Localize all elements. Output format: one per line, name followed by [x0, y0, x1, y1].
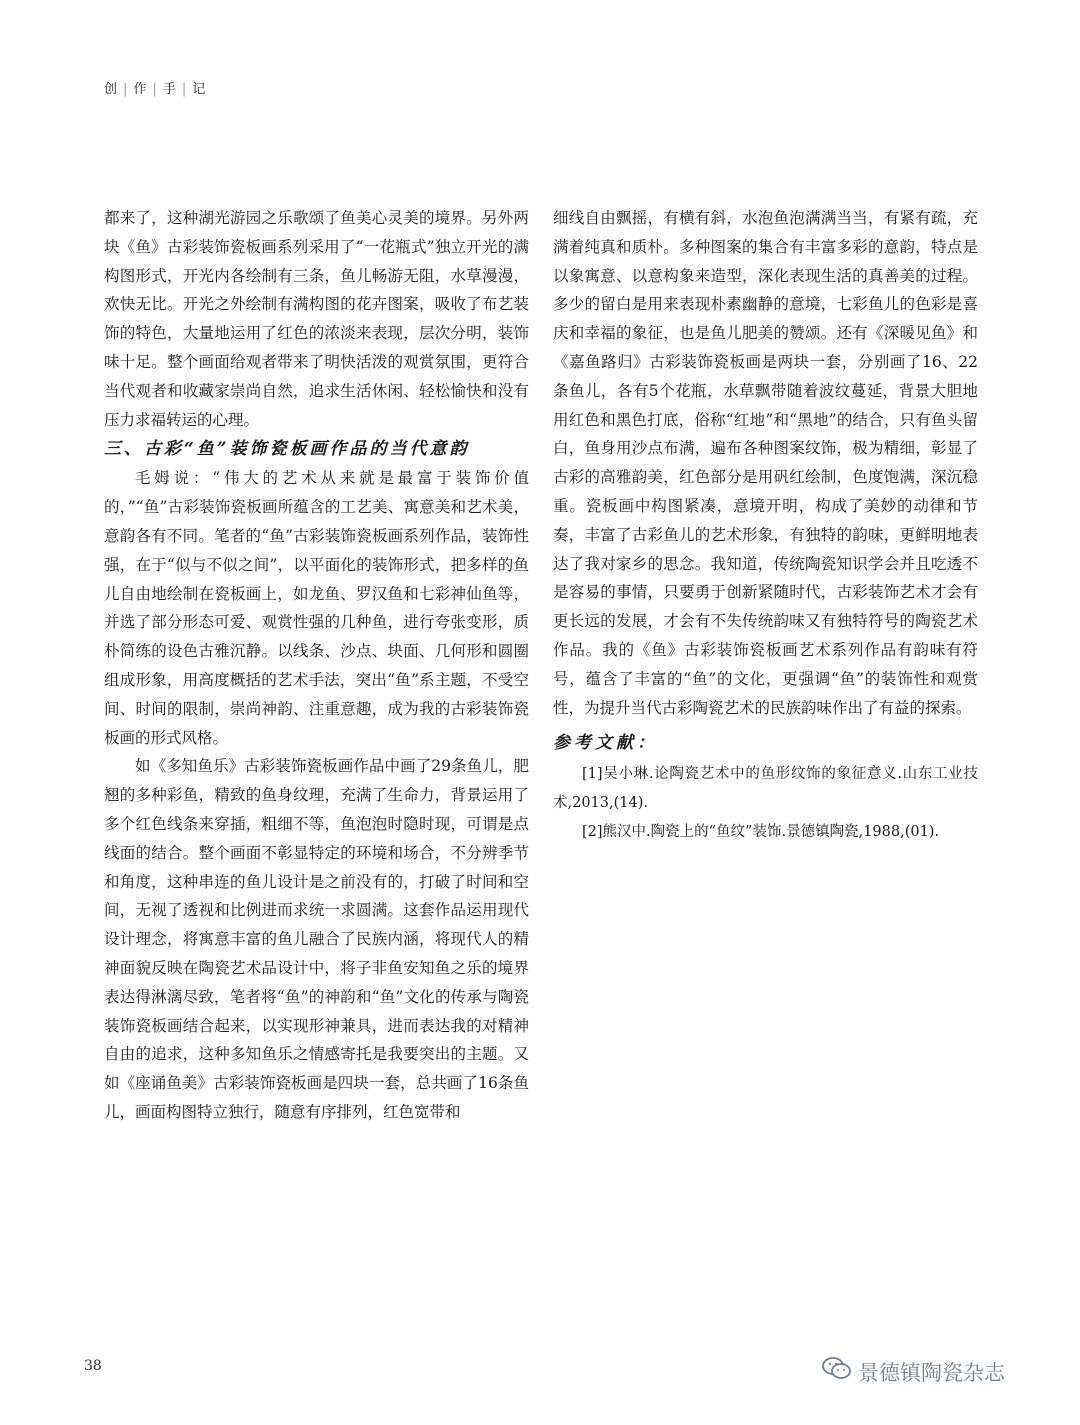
section-header: 创 | 作 | 手 | 记: [104, 82, 208, 97]
header-char: 手: [162, 82, 178, 97]
watermark-text: 景德镇陶瓷杂志: [858, 1360, 1005, 1385]
page-number: 38: [84, 1358, 102, 1374]
reference-item: [1]吴小琳.论陶瓷艺术中的鱼形纹饰的象征意义.山东工业技术,2013,(14).: [553, 766, 978, 812]
paragraph: 毛姆说：“伟大的艺术从来就是最富于装饰价值的，”“鱼”古彩装饰瓷板画所蕴含的工艺美、寓意美和艺术美，意韵各有不同。笔者的“鱼”古彩装饰瓷板画系列作品，装饰性强，在于“似与不似之间”，以平面化的装饰形式，把多样的鱼儿自由地绘制在瓷板画上，如龙鱼、罗汉鱼和七彩神仙鱼等，并选了部分形态可爱、观赏性强的几种鱼，进行夸张变形，质朴简练的设色古雅沉静。以线条、沙点、块面、几何形和圆圈组成形象，用高度概括的艺术手法，突出“鱼”系主题，不受空间、时间的限制，崇尚神韵、注重意趣，成为我的古彩装饰瓷板画的形式风格。: [104, 469, 529, 747]
wechat-icon: [822, 1356, 852, 1387]
header-char: 记: [192, 82, 208, 97]
watermark: [822, 1356, 1005, 1387]
paragraph: 如《多知鱼乐》古彩装饰瓷板画作品中画了29条鱼儿，肥翘的多种彩鱼，精致的鱼身纹理，充满了生命力，背景运用了多个红色线条来穿插，粗细不等，鱼泡泡时隐时现，可谓是点线面的结合。整个画面不彰显特定的环境和场合，不分辨季节和角度，这种串连的鱼儿设计是之前没有的，打破了时间和空间，无视了透视和比例进而求统一求圆满。这套作品运用现代设计理念，将寓意丰富的鱼儿融合了民族内涵，将现代人的精神面貌反映在陶瓷艺术品设计中，将子非鱼安知鱼之乐的境界表达得淋漓尽致，笔者将“鱼”的神韵和“鱼”文化的传承与陶瓷装饰瓷板画结合起来，以实现形神兼具，进而表达我的对精神自由的追求，这种多知鱼乐之情感寄托是我要突出的主题。又如《座诵鱼美》古彩装饰瓷板画是四块一套，总共画了16条鱼儿，画面构图特立独行，随意有序排列，红色宽带和: [104, 757, 529, 1121]
reference-item: [2]熊汉中.陶瓷上的“鱼纹”装饰.景德镇陶瓷,1988,(01).: [582, 823, 940, 840]
header-char: 创: [104, 82, 120, 97]
left-column: [104, 204, 529, 1127]
header-char: 作: [133, 82, 149, 97]
paragraph: 细线自由飘摇，有横有斜，水泡鱼泡满满当当，有紧有疏，充满着纯真和质朴。多种图案的集合有丰富多彩的意韵，特点是以象寓意、以意构象来造型，深化表现生活的真善美的过程。多少的留白是用来表现朴素幽静的意境，七彩鱼儿的色彩是喜庆和幸福的象征，也是鱼儿肥美的赞颂。还有《深暖见鱼》和《嘉鱼路归》古彩装饰瓷板画是两块一套，分别画了16、22条鱼儿，各有5个花瓶，水草飘带随着波纹蔓延，背景大胆地用红色和黑色打底，俗称“红地”和“黑地”的结合，只有鱼头留白，鱼身用沙点布满，遍布各种图案纹饰，极为精细，彰显了古彩的高雅韵美，红色部分是用矾红绘制，色度饱满，深沉稳重。瓷板画中构图紧凑，意境开明，构成了美妙的动律和节奏，丰富了古彩鱼儿的艺术形象，有独特的韵味，更鲜明地表达了我对家乡的思念。我知道，传统陶瓷知识学会并且吃透不是容易的事情，只要勇于创新紧随时代，古彩装饰艺术才会有更长远的发展，才会有不失传统韵味又有独特符号的陶瓷艺术作品。我的《鱼》古彩装饰瓷板画艺术系列作品有韵味有符号，蕴含了丰富的“鱼”的文化，更强调“鱼”的装饰性和观赏性，为提升当代古彩陶瓷艺术的民族韵味作出了有益的探索。: [553, 209, 978, 717]
section-heading: 三、古彩“鱼”装饰瓷板画作品的当代意韵: [104, 439, 470, 460]
paragraph: 都来了，这种湖光游园之乐歌颂了鱼美心灵美的境界。另外两块《鱼》古彩装饰瓷板画系列采用了“一花瓶式”独立开光的满构图形式，开光内各绘制有三条，鱼儿畅游无阻，水草漫漫，欢快无比。开光之外绘制有满构图的花卉图案，吸收了布艺装饰的特色，大量地运用了红色的浓淡来表现，层次分明，装饰味十足。整个画面给观者带来了明快活泼的观赏氛围，更符合当代观者和收藏家崇尚自然，追求生活休闲、轻松愉快和没有压力求福转运的心理。: [104, 209, 529, 429]
right-column: [553, 204, 978, 847]
references-title: 参考文献：: [553, 733, 658, 754]
